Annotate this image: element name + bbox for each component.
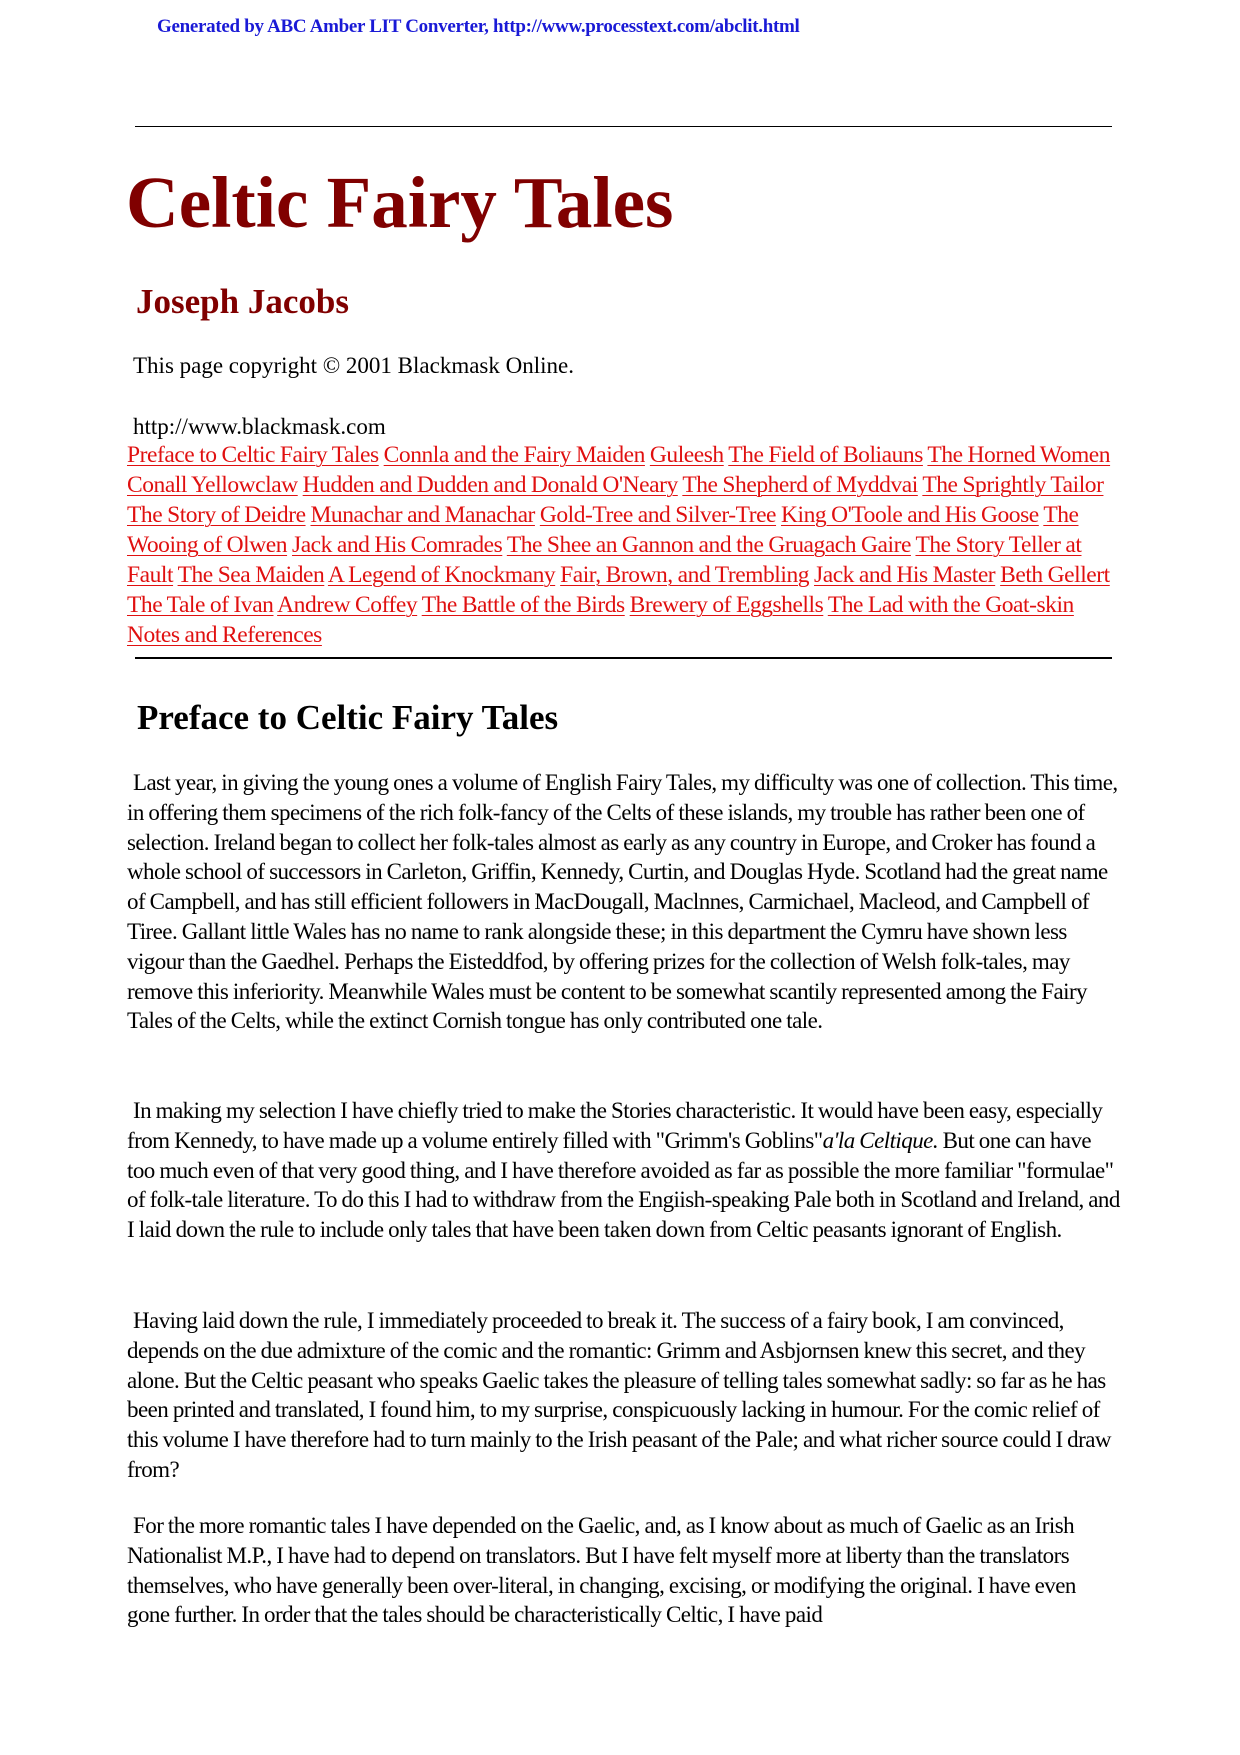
toc-link-jack-comrades[interactable]: Jack and His Comrades (292, 532, 503, 558)
generator-banner: Generated by ABC Amber LIT Converter, http://www.processtext.com/abclit.html (157, 16, 800, 37)
table-of-contents (127, 440, 1117, 650)
toc-link-preface[interactable]: Preface to Celtic Fairy Tales (127, 442, 379, 468)
toc-link-tale-of-ivan[interactable]: The Tale of Ivan (127, 592, 274, 618)
paragraph-2-text-after: But one can have too much even of that very good thing, and I have therefore avoided as far as possible the more familiar "formulae" of folk-tale literature. To do this I had to withdraw from the Engiish-speaking Pale both in Scotland and Ireland, and I laid down the rule to include only tales that have been taken down from Celtic peasants ignorant of English. (127, 1127, 1120, 1243)
toc-link-beth-gellert[interactable]: Beth Gellert (1000, 562, 1110, 588)
document-title: Celtic Fairy Tales (126, 162, 674, 243)
section-divider (135, 657, 1112, 659)
toc-link-notes-references[interactable]: Notes and References (127, 622, 322, 648)
toc-link-field-of-boliauns[interactable]: The Field of Boliauns (728, 442, 923, 468)
section-heading: Preface to Celtic Fairy Tales (137, 698, 559, 737)
paragraph-1-text: Last year, in giving the young ones a volume of English Fairy Tales, my difficulty was one of collection. This time, in offering them specimens of the rich folk-fancy of the Celts of these islands, my trouble has rather been one of selection. Ireland began to collect her folk-tales almost as early as any country in Europe, and Croker has found a whole school of successors in Carleton, Griffin, Kennedy, Curtin, and Douglas Hyde. Scotland had the great name of Campbell, and has still efficient followers in MacDougall, Maclnnes, Carmichael, Macleod, and Campbell of Tiree. Gallant little Wales has no name to rank alongside these; in this department the Cymru have shown less vigour than the Gaedhel. Perhaps the Eisteddfod, by offering prizes for the collection of Welsh folk-tales, may remove this inferiority. Meanwhile Wales must be content to be somewhat scantily represented among the Fairy Tales of the Celts, while the extinct Cornish tongue has only contributed one tale. (127, 770, 1118, 1034)
toc-link-jack-master[interactable]: Jack and His Master (814, 562, 996, 588)
toc-link-wooing-olwen[interactable]: The Wooing of Olwen (127, 502, 1079, 558)
paragraph-4-text: For the more romantic tales I have depended on the Gaelic, and, as I know about as much of Gaelic as an Irish Nationalist M.P., I have had to depend on translators. But I have felt myself more at liberty than the translators themselves, who have generally been over-literal, in changing, excising, or modifying the original. I have even gone further. In order that the tales should be characteristically Celtic, I have paid (127, 1513, 1076, 1628)
paragraph-1 (127, 768, 1122, 1036)
toc-link-munachar[interactable]: Munachar and Manachar (310, 502, 535, 528)
paragraph-2 (127, 1096, 1122, 1245)
paragraph-3-text: Having laid down the rule, I immediately proceeded to break it. The success of a fairy book, I am convinced, depends on the due admixture of the comic and the romantic: Grimm and Asbjornsen knew this secret, and they alone. But the Celtic peasant who speaks Gaelic takes the pleasure of telling tales somewhat sadly: so far as he has been printed and translated, I found him, to my surprise, conspicuously lacking in humour. For the comic relief of this volume I have therefore had to turn mainly to the Irish peasant of the Pale; and what richer source could I draw from? (127, 1308, 1111, 1482)
paragraph-3 (127, 1306, 1122, 1485)
copyright-notice: This page copyright © 2001 Blackmask Online. (133, 353, 574, 378)
paragraph-2-italic: a'la Celtique. (822, 1127, 939, 1153)
toc-link-fair-brown-trembling[interactable]: Fair, Brown, and Trembling (560, 562, 810, 588)
toc-link-horned-women[interactable]: The Horned Women (927, 442, 1111, 468)
toc-link-shee-an-gannon[interactable]: The Shee an Gannon and the Gruagach Gaire (506, 532, 911, 558)
toc-link-hudden-dudden[interactable]: Hudden and Dudden and Donald O'Neary (302, 472, 678, 498)
toc-link-andrew-coffey[interactable]: Andrew Coffey (277, 592, 418, 618)
toc-link-deidre[interactable]: The Story of Deidre (127, 502, 306, 528)
toc-link-battle-birds[interactable]: The Battle of the Birds (421, 592, 625, 618)
toc-link-connla[interactable]: Connla and the Fairy Maiden (383, 442, 645, 468)
toc-link-guleesh[interactable]: Guleesh (649, 442, 724, 468)
toc-link-story-teller[interactable]: The Story Teller at Fault (127, 532, 1082, 588)
toc-link-gold-tree[interactable]: Gold-Tree and Silver-Tree (539, 502, 777, 528)
toc-link-king-otoole[interactable]: King O'Toole and His Goose (780, 502, 1039, 528)
toc-link-lad-goat-skin[interactable]: The Lad with the Goat-skin (827, 592, 1074, 618)
toc-link-sea-maiden[interactable]: The Sea Maiden (177, 562, 325, 588)
toc-link-sprightly-tailor[interactable]: The Sprightly Tailor (922, 472, 1104, 498)
toc-link-shepherd-myddvai[interactable]: The Shepherd of Myddvai (682, 472, 918, 498)
author-name: Joseph Jacobs (136, 282, 349, 321)
site-url: http://www.blackmask.com (133, 414, 386, 439)
toc-link-knockmany[interactable]: A Legend of Knockmany (327, 562, 556, 588)
paragraph-4 (127, 1511, 1122, 1630)
toc-link-conall-yellowclaw[interactable]: Conall Yellowclaw (127, 472, 298, 498)
top-divider (135, 126, 1112, 127)
toc-link-brewery-eggshells[interactable]: Brewery of Eggshells (629, 592, 824, 618)
paragraph-2-text: In making my selection I have chiefly tried to make the Stories characteristic. It would have been easy, especially from Kennedy, to have made up a volume entirely filled with "Grimm's Goblins" (127, 1098, 1103, 1153)
